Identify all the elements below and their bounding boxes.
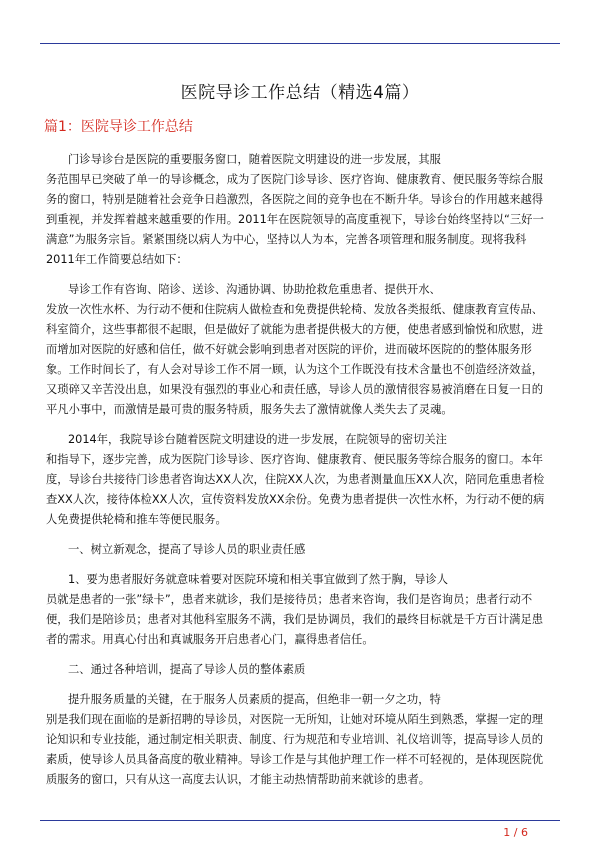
paragraph-4-body: 员就是患者的一张”绿卡”，患者来就诊，我们是接待员；患者来咨询，我们是咨询员；患者行动不便，我们是陪诊员；患者对其他科室服务不满，我们是协调员，我们的最终目标就是千方百计满足患者的需求。用真心付出和真诚服务开启患者心门，赢得患者信任。: [46, 593, 544, 646]
paragraph-1-lead: 门诊导诊台是医院的重要服务窗口，随着医院文明建设的进一步发展，其服: [68, 153, 441, 166]
document-body: [46, 150, 554, 790]
paragraph-5-body: 别是我们现在面临的是新招聘的导诊员，对医院一无所知，让她对环境从陌生到熟悉，掌握一定的理论知识和专业技能，通过制定相关职责、制度、行为规范和专业培训、礼仪培训等，提高导诊人员的素质，使导诊人员具备高度的敬业精神。导诊工作是与其他护理工作一样不可轻视的，是体现医院优质服务的窗口，只有从这一高度去认识，才能主动热情帮助前来就诊的患者。: [46, 713, 544, 786]
subheading-2: 二、通过各种培训，提高了导诊人员的整体素质: [68, 663, 306, 676]
paragraph-3-lead: 2014年，我院导诊台随着医院文明建设的进一步发展，在院领导的密切关注: [68, 433, 447, 446]
paragraph-2-lead: 导诊工作有咨询、陪诊、送诊、沟通协调、协助抢救危重患者、提供开水、: [68, 283, 441, 296]
section-heading: 篇1：医院导诊工作总结: [44, 119, 193, 135]
page-title: 医院导诊工作总结（精选4篇）: [180, 83, 420, 103]
page-number: 1 / 6: [503, 826, 528, 839]
paragraph-5-lead: 提升服务质量的关键，在于服务人员素质的提高，但绝非一朝一夕之功，特: [68, 693, 441, 706]
paragraph-1-body: 务范围早已突破了单一的导诊概念，成为了医院门诊导诊、医疗咨询、健康教育、便民服务等综合服务的窗口，特别是随着社会竞争日趋激烈，各医院之间的竞争也在不断升华。导诊台的作用越来越得到重视，并发挥着越来越重要的作用。2011年在医院领导的高度重视下，导诊台始终坚持以“三好一满意”为服务宗旨。紧紧围绕以病人为中心，坚持以人为本，完善各项管理和服务制度。现将我科2011年工作简要总结如下：: [46, 173, 544, 266]
header-rule: [40, 43, 560, 44]
footer-rule: [40, 820, 560, 821]
paragraph-4-lead: 1、要为患者服好务就意味着要对医院环境和相关事宜做到了然于胸，导诊人: [68, 573, 448, 586]
paragraph-2-body: 发放一次性水杯、为行动不便和住院病人做检查和免费提供轮椅、发放各类报纸、健康教育宣传品、科室简介，这些事都很不起眼，但是做好了就能为患者提供极大的方便，使患者感到愉悦和欣慰，进而增加对医院的好感和信任，做不好就会影响到患者对医院的评价，进而破坏医院的的整体服务形象。工作时间长了，有人会对导诊工作不屑一顾，认为这个工作既没有技术含量也不创造经济效益，又琐碎又辛苦没出息，如果没有强烈的事业心和责任感，导诊人员的激情很容易被消磨在日复一日的平凡小事中，而激情是最可贵的服务特质，服务失去了激情就像人类失去了灵魂。: [46, 303, 544, 416]
paragraph-3-body: 和指导下，逐步完善，成为医院门诊导诊、医疗咨询、健康教育、便民服务等综合服务的窗口。本年度，导诊台共接待门诊患者咨询达XX人次，住院XX人次，为患者测量血压XX人次，陪同危重患者检查XX人次，接待体检XX人次，宣传资料发放XX余份。免费为患者提供一次性水杯，为行动不便的病人免费提供轮椅和推车等便民服务。: [46, 453, 545, 526]
subheading-1: 一、树立新观念，提高了导诊人员的职业责任感: [68, 543, 306, 556]
